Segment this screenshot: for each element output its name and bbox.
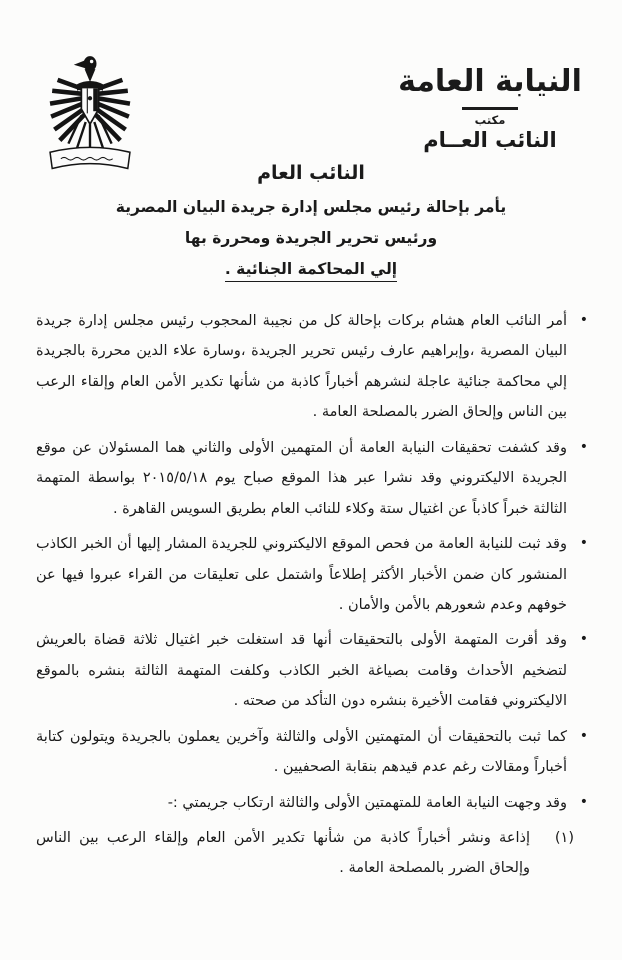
title-subline-1: يأمر بإحالة رئيس مجلس إدارة جريدة البيان المصرية (115, 198, 507, 216)
charge-text: إذاعة ونشر أخباراً كاذبة من شأنها تكدير الأمن العام وإلقاء الرعب بين الناس وإلحاق الضرر بالمصلحة العامة . (36, 830, 530, 877)
bullet-icon: • (579, 535, 588, 552)
bullet-icon: • (579, 793, 588, 810)
office-title: النائب العــام (423, 127, 557, 152)
bullet-paragraph-charges-intro (36, 788, 592, 818)
paragraph-text: أمر النائب العام هشام بركات بإحالة كل من نجيبة المحجوب رئيس مجلس إدارة جريدة البيان المصرية ،وإبراهيم عارف رئيس تحرير الجريدة ،وسارة علاء الدين محررة بالجريدة إلي محاكمة جنائية عاجلة لنشرهم أخباراً كاذبة من شأنها تكدير الأمن العام وإلقاء الرعب بين الناس وإلحاق الضرر بالمصلحة العامة . (36, 313, 567, 421)
bullet-icon: • (579, 727, 588, 744)
bullet-icon: • (579, 312, 588, 328)
paragraph-text: وقد ثبت للنيابة العامة من فحص الموقع الاليكتروني للجريدة المشار إليها أن الخبر الكاذب المنشور كان ضمن الأخبار الأكثر إطلاعاً واشتمل على تعليقات من القراء عبروا فيها عن خوفهم وعدم شعورهم بالأمن والأمان . (36, 536, 567, 613)
title-underlined-text: إلي المحاكمة الجنائية . (225, 260, 397, 282)
title-subline-3 (0, 260, 622, 282)
bullet-icon: • (579, 438, 588, 455)
paragraph-text: وقد أقرت المتهمة الأولى بالتحقيقات أنها قد استغلت خبر اغتيال ثلاثة قضاة بالعريش لتضخيم الأحداث وقامت بصياغة الخبر الكاذب وكلفت المتهمة الثالثة بنشره بالموقع الاليكتروني فقامت الأخيرة بنشره دون التأكد من صحته . (36, 632, 567, 710)
title-block (0, 162, 622, 295)
document-title: النائب العام (257, 162, 365, 184)
paragraph-text: كما ثبت بالتحقيقات أن المتهمتين الأولى والثالثة وآخرين يعملون بالجريدة ويتولون كتابة أخباراً ومقالات رغم عدم قيدهم بنقابة الصحفيين . (36, 728, 567, 776)
bullet-paragraph (36, 306, 592, 428)
document-body (36, 306, 592, 889)
numbered-charge-item (36, 823, 592, 884)
bullet-paragraph (36, 722, 592, 783)
egypt-eagle-emblem-icon (36, 52, 144, 178)
office-label: مكتب (474, 112, 506, 127)
charge-number: (١) (554, 830, 574, 846)
bullet-paragraph (36, 625, 592, 716)
letterhead-rule (462, 107, 518, 110)
bullet-paragraph (36, 433, 592, 524)
org-name-calligraphy: النيابة العامة (398, 64, 582, 99)
paragraph-text: وقد وجهت النيابة العامة للمتهمتين الأولى والثالثة ارتكاب جريمتي :- (167, 794, 567, 811)
bullet-icon: • (579, 631, 588, 648)
bullet-paragraph (36, 529, 592, 620)
title-subline-2: ورئيس تحرير الجريدة ومحررة بها (184, 229, 438, 247)
paragraph-text: وقد كشفت تحقيقات النيابة العامة أن المتهمين الأولى والثاني هما المسئولان عن موقع الجريدة الاليكتروني وقد نشرا عبر هذا الموقع صباح يوم ٢٠١٥/٥/١٨ بواسطة المتهمة الثالثة خبراً كاذباً عن اغتيال ستة وكلاء للنائب العام بطريق السويس القاهرة . (36, 439, 567, 517)
letterhead (380, 64, 600, 152)
